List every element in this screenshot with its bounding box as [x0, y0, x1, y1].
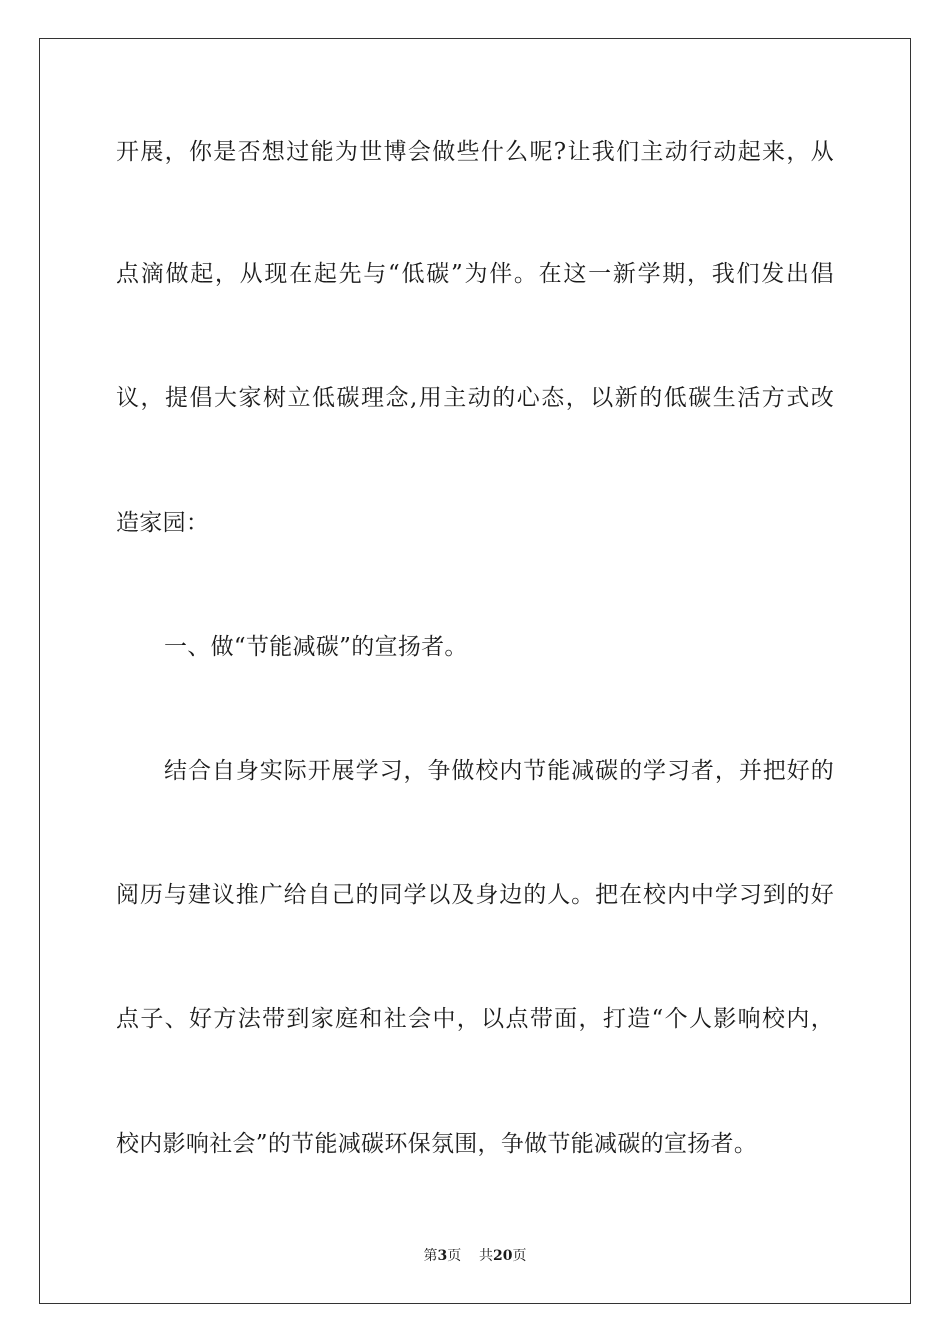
body-text-line: 点滴做起，从现在起先与“低碳”为伴。在这一新学期，我们发出倡: [116, 261, 834, 287]
total-suffix: 页: [512, 1248, 527, 1264]
body-text-line: 结合自身实际开展学习，争做校内节能减碳的学习者，并把好的: [164, 758, 834, 784]
body-text-line: 造家园：: [116, 510, 210, 536]
page-suffix: 页: [447, 1248, 462, 1264]
page-footer: [0, 1247, 950, 1265]
body-text-line: 校内影响社会”的节能减碳环保氛围，争做节能减碳的宣扬者。: [116, 1131, 758, 1157]
page-number: 3: [437, 1248, 448, 1264]
body-text-line: 点子、好方法带到家庭和社会中，以点带面，打造“个人影响校内，: [116, 1006, 834, 1032]
body-text-line: 开展，你是否想过能为世博会做些什么呢?让我们主动行动起来，从: [116, 139, 834, 165]
page-prefix: 第: [423, 1248, 438, 1264]
section-heading: 一、做“节能减碳”的宣扬者。: [164, 634, 468, 660]
body-text-line: 议，提倡大家树立低碳理念,用主动的心态，以新的低碳生活方式改: [116, 385, 834, 411]
body-text-line: 阅历与建议推广给自己的同学以及身边的人。把在校内中学习到的好: [116, 882, 834, 908]
total-pages: 20: [493, 1248, 513, 1264]
total-prefix: 共: [479, 1248, 494, 1264]
page-frame: [39, 38, 911, 1304]
